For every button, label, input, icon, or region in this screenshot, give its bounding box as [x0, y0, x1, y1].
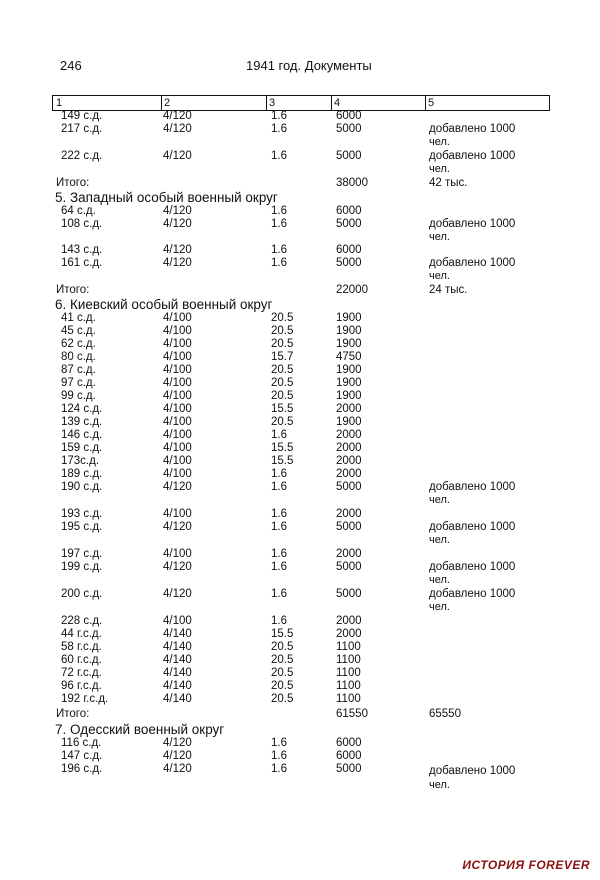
division-name: 44 г.с.д. [61, 628, 102, 640]
column-header-5: 5 [428, 97, 435, 109]
structure-value: 4/120 [163, 123, 192, 135]
division-name: 217 с.д. [61, 123, 103, 135]
note: добавлено 1000 [429, 561, 516, 573]
structure-value: 4/100 [163, 442, 192, 454]
ratio-value: 1.6 [271, 123, 287, 135]
note: добавлено 1000 [429, 481, 516, 493]
division-name: 199 с.д. [61, 561, 103, 573]
strength-value: 5000 [336, 588, 362, 600]
structure-value: 4/120 [163, 205, 192, 217]
note-unit: чел. [429, 136, 450, 148]
strength-value: 2000 [336, 403, 362, 415]
ratio-value: 1.6 [271, 150, 287, 162]
strength-value: 6000 [336, 205, 362, 217]
page-header [0, 58, 600, 76]
note: добавлено 1000 [429, 123, 516, 135]
division-name: 173с.д. [61, 455, 100, 467]
ratio-value: 20.5 [271, 390, 294, 402]
strength-value: 1900 [336, 338, 362, 350]
note-unit: чел. [429, 534, 450, 546]
structure-value: 4/140 [163, 654, 192, 666]
strength-value: 1100 [336, 680, 361, 692]
strength-value: 2000 [336, 468, 362, 480]
total-value: 22000 [336, 284, 368, 296]
strength-value: 6000 [336, 244, 362, 256]
total-note: 42 тыс. [429, 177, 468, 189]
division-name: 64 с.д. [61, 205, 96, 217]
division-name: 108 с.д. [61, 218, 103, 230]
strength-value: 5000 [336, 218, 362, 230]
structure-value: 4/100 [163, 548, 192, 560]
strength-value: 1100 [336, 641, 361, 653]
ratio-value: 20.5 [271, 693, 294, 705]
total-note: 24 тыс. [429, 284, 468, 296]
note-unit: чел. [429, 601, 450, 613]
ratio-value: 1.6 [271, 548, 287, 560]
structure-value: 4/140 [163, 680, 192, 692]
strength-value: 2000 [336, 455, 362, 467]
structure-value: 4/140 [163, 628, 192, 640]
strength-value: 5000 [336, 257, 362, 269]
structure-value: 4/100 [163, 508, 192, 520]
division-name: 124 с.д. [61, 403, 103, 415]
ratio-value: 1.6 [271, 615, 287, 627]
ratio-value: 1.6 [271, 763, 287, 775]
strength-value: 5000 [336, 521, 362, 533]
structure-value: 4/100 [163, 429, 192, 441]
strength-value: 1900 [336, 312, 362, 324]
division-name: 161 с.д. [61, 257, 103, 269]
strength-value: 1900 [336, 364, 362, 376]
division-name: 45 с.д. [61, 325, 96, 337]
ratio-value: 1.6 [271, 588, 287, 600]
division-name: 195 с.д. [61, 521, 103, 533]
division-name: 72 г.с.д. [61, 667, 102, 679]
note-unit: чел. [429, 779, 450, 791]
watermark-logo: ИСТОРИЯ FOREVER [462, 858, 590, 872]
strength-value: 2000 [336, 442, 362, 454]
division-name: 97 с.д. [61, 377, 96, 389]
structure-value: 4/100 [163, 403, 192, 415]
division-name: 228 с.д. [61, 615, 103, 627]
division-name: 159 с.д. [61, 442, 103, 454]
ratio-value: 15.5 [271, 628, 294, 640]
ratio-value: 1.6 [271, 110, 287, 122]
note: добавлено 1000 [429, 150, 516, 162]
division-name: 41 с.д. [61, 312, 96, 324]
structure-value: 4/100 [163, 416, 192, 428]
note-unit: чел. [429, 270, 450, 282]
structure-value: 4/120 [163, 110, 192, 122]
division-name: 197 с.д. [61, 548, 103, 560]
structure-value: 4/120 [163, 737, 192, 749]
ratio-value: 1.6 [271, 481, 287, 493]
structure-value: 4/120 [163, 588, 192, 600]
structure-value: 4/120 [163, 150, 192, 162]
total-label: Итого: [56, 284, 90, 296]
note: добавлено 1000 [429, 521, 516, 533]
division-name: 60 г.с.д. [61, 654, 102, 666]
note-unit: чел. [429, 231, 450, 243]
structure-value: 4/140 [163, 667, 192, 679]
strength-value: 1900 [336, 377, 362, 389]
ratio-value: 1.6 [271, 218, 287, 230]
ratio-value: 20.5 [271, 377, 294, 389]
note-unit: чел. [429, 574, 450, 586]
ratio-value: 1.6 [271, 257, 287, 269]
note: добавлено 1000 [429, 218, 516, 230]
division-name: 87 с.д. [61, 364, 96, 376]
strength-value: 5000 [336, 561, 362, 573]
division-name: 116 с.д. [61, 737, 102, 749]
strength-value: 1900 [336, 325, 362, 337]
structure-value: 4/100 [163, 468, 192, 480]
strength-value: 6000 [336, 737, 362, 749]
structure-value: 4/140 [163, 641, 192, 653]
division-name: 192 г.с.д. [61, 693, 109, 705]
strength-value: 6000 [336, 750, 362, 762]
note: добавлено 1000 [429, 765, 516, 777]
strength-value: 5000 [336, 123, 362, 135]
ratio-value: 20.5 [271, 325, 294, 337]
division-name: 80 с.д. [61, 351, 96, 363]
total-value: 61550 [336, 708, 368, 720]
column-header-4: 4 [334, 97, 341, 109]
ratio-value: 1.6 [271, 244, 287, 256]
structure-value: 4/120 [163, 218, 192, 230]
structure-value: 4/120 [163, 244, 192, 256]
ratio-value: 1.6 [271, 468, 287, 480]
ratio-value: 1.6 [271, 429, 287, 441]
division-name: 190 с.д. [61, 481, 103, 493]
ratio-value: 20.5 [271, 364, 294, 376]
structure-value: 4/120 [163, 561, 192, 573]
structure-value: 4/100 [163, 325, 192, 337]
structure-value: 4/120 [163, 521, 192, 533]
division-name: 149 с.д. [61, 110, 103, 122]
division-name: 58 г.с.д. [61, 641, 102, 653]
division-name: 193 с.д. [61, 508, 103, 520]
strength-value: 4750 [336, 351, 362, 363]
structure-value: 4/140 [163, 693, 192, 705]
structure-value: 4/120 [163, 481, 192, 493]
page-number: 246 [60, 58, 82, 73]
strength-value: 6000 [336, 110, 362, 122]
strength-value: 5000 [336, 150, 362, 162]
division-name: 200 с.д. [61, 588, 103, 600]
division-name: 196 с.д. [61, 763, 103, 775]
structure-value: 4/120 [163, 763, 192, 775]
total-value: 38000 [336, 177, 368, 189]
strength-value: 1100 [336, 667, 361, 679]
note: добавлено 1000 [429, 588, 516, 600]
division-name: 147 с.д. [61, 750, 103, 762]
structure-value: 4/100 [163, 312, 192, 324]
ratio-value: 1.6 [271, 737, 287, 749]
strength-value: 2000 [336, 429, 362, 441]
strength-value: 1900 [336, 416, 362, 428]
ratio-value: 1.6 [271, 521, 287, 533]
ratio-value: 15.5 [271, 442, 294, 454]
structure-value: 4/100 [163, 455, 192, 467]
ratio-value: 20.5 [271, 654, 294, 666]
total-label: Итого: [56, 708, 90, 720]
structure-value: 4/100 [163, 351, 192, 363]
section-heading: 6. Киевский особый военный округ [55, 297, 273, 312]
structure-value: 4/100 [163, 364, 192, 376]
division-name: 189 с.д. [61, 468, 103, 480]
strength-value: 2000 [336, 628, 362, 640]
column-header-3: 3 [269, 97, 276, 109]
ratio-value: 1.6 [271, 750, 287, 762]
strength-value: 1900 [336, 390, 362, 402]
structure-value: 4/100 [163, 338, 192, 350]
note: добавлено 1000 [429, 257, 516, 269]
strength-value: 2000 [336, 615, 362, 627]
structure-value: 4/100 [163, 615, 192, 627]
strength-value: 1100 [336, 693, 361, 705]
column-header-1: 1 [56, 97, 63, 109]
strength-value: 1100 [336, 654, 361, 666]
column-header-2: 2 [164, 97, 171, 109]
ratio-value: 20.5 [271, 312, 294, 324]
section-heading: 7. Одесский военный округ [55, 722, 225, 737]
division-name: 99 с.д. [61, 390, 96, 402]
ratio-value: 20.5 [271, 416, 294, 428]
note-unit: чел. [429, 494, 450, 506]
structure-value: 4/120 [163, 750, 192, 762]
ratio-value: 15.5 [271, 403, 294, 415]
strength-value: 5000 [336, 763, 362, 775]
division-name: 222 с.д. [61, 150, 103, 162]
running-title: 1941 год. Документы [246, 58, 372, 73]
ratio-value: 20.5 [271, 641, 294, 653]
note-unit: чел. [429, 163, 450, 175]
division-name: 139 с.д. [61, 416, 103, 428]
division-name: 143 с.д. [61, 244, 103, 256]
total-note: 65550 [429, 708, 461, 720]
division-name: 96 г.с.д. [61, 680, 102, 692]
structure-value: 4/100 [163, 390, 192, 402]
ratio-value: 1.6 [271, 205, 287, 217]
division-name: 146 с.д. [61, 429, 103, 441]
structure-value: 4/100 [163, 377, 192, 389]
strength-value: 2000 [336, 508, 362, 520]
ratio-value: 20.5 [271, 338, 294, 350]
structure-value: 4/120 [163, 257, 192, 269]
ratio-value: 1.6 [271, 561, 287, 573]
ratio-value: 20.5 [271, 680, 294, 692]
ratio-value: 1.6 [271, 508, 287, 520]
section-heading: 5. Западный особый военный округ [55, 190, 278, 205]
column-header-row [52, 95, 550, 111]
total-label: Итого: [56, 177, 90, 189]
strength-value: 5000 [336, 481, 362, 493]
division-name: 62 с.д. [61, 338, 96, 350]
ratio-value: 15.7 [271, 351, 294, 363]
ratio-value: 15.5 [271, 455, 294, 467]
ratio-value: 20.5 [271, 667, 294, 679]
strength-value: 2000 [336, 548, 362, 560]
